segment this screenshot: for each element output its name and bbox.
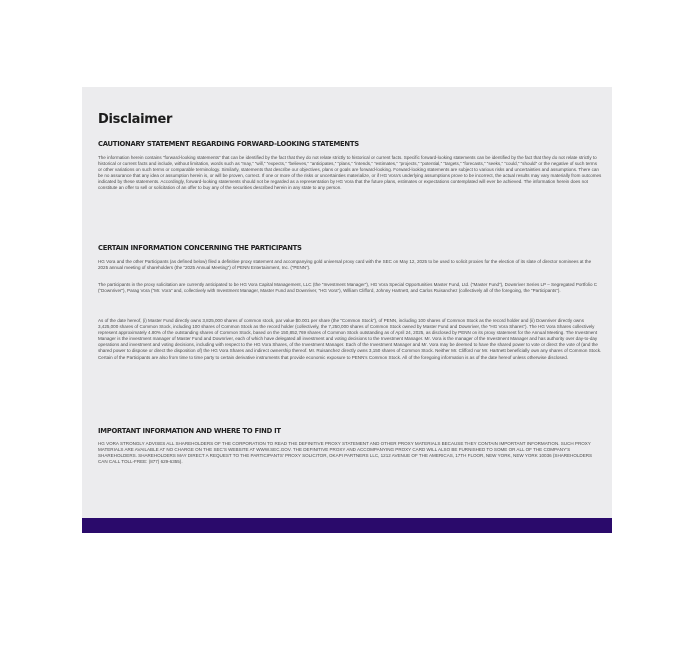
section-paragraph: HG Vora and the other Participants (as defined below) filed a definitive proxy statement and accompanying gold universal proxy card with the SEC on May 12, 2025 to be used to solicit proxies for the election of its slate of director nominees at the 2025 annual meeting of shareholders (the “2025 Annual Meeting”) of PENN Entertainment, Inc. (“PENN”).: [98, 259, 592, 271]
section-heading-participants: CERTAIN INFORMATION CONCERNING THE PARTICIPANTS: [98, 244, 302, 252]
footer-bar: [82, 518, 612, 533]
section-paragraph: HG VORA STRONGLY ADVISES ALL SHAREHOLDERS OF THE CORPORATION TO READ THE DEFINITIVE PROXY STATEMENT AND OTHER PROXY MATERIALS BECAUSE THEY CONTAIN IMPORTANT INFORMATION. SUCH PROXY MATERIALS ARE AVAILABLE AT NO CHARGE ON THE SEC’S WEBSITE AT WWW.SEC.GOV. THE DEFINITIVE PROXY AND ACCOMPANYING PROXY CARD WILL ALSO BE FURNISHED TO SOME OR ALL OF THE COMPANY’S SHAREHOLDERS. SHAREHOLDERS MAY DIRECT A REQUEST TO THE PARTICIPANTS’ PROXY SOLICITOR, OKAPI PARTNERS LLC, 1212 AVENUE OF THE AMERICAS, 17TH FLOOR, NEW YORK, NEW YORK 10036 (SHAREHOLDERS CAN CALL TOLL-FREE: (877) 629-6355).: [98, 441, 593, 465]
section-heading-forward-looking: CAUTIONARY STATEMENT REGARDING FORWARD-LOOKING STATEMENTS: [98, 140, 359, 148]
section-paragraph: As of the date hereof, (i) Master Fund directly owns 3,825,000 shares of common stock, par value $0.001 per share (the “Common Stock”), of PENN, including 100 shares of Common Stock as the record holder and (ii) Downriver directly owns 3,425,000 shares of Common Stock, including 100 shares of Common Stock as the record holder (collectively, the 7,250,000 shares of Common Stock owned by Master Fund and Downriver, the “HG Vora Shares”). The HG Vora Shares collectively represent approximately 4.80% of the outstanding shares of Common Stock, based on the 150,852,769 shares of Common Stock outstanding as of April 24, 2025, as disclosed by PENN on its proxy statement for the Annual Meeting. The Investment Manager is the investment manager of Master Fund and Downriver, each of which have delegated all investment and voting decisions to the Investment Manager. Mr. Vora is the manager of the Investment Manager and has authority over day-to-day operations and investment and voting decisions, including with respect to the HG Vora Shares, of the Investment Manager. Each of the Investment Manager and Mr. Vora may be deemed to have the shared power to vote or direct the vote of (and the shared power to dispose or direct the disposition of) the HG Vora Shares and indirect ownership thereof. Mr. Ruisanchez directly owns 3,150 shares of Common Stock. Neither Mr. Clifford nor Mr. Hartnett beneficially own any shares of Common Stock. Certain of the Participants are also from time to time party to certain derivative instruments that provide economic exposure to PENN’s Common Stock. All of the foregoing information is as of the date hereof unless otherwise disclosed.: [98, 318, 602, 360]
section-paragraph: The participants in the proxy solicitation are currently anticipated to be HG Vora Capital Management, LLC (the “Investment Manager”), HG Vora Special Opportunities Master Fund, Ltd. (“Master Fund”), Downriver Series LP – Segregated Portfolio C (“Downriver”), Parag Vora (“Mr. Vora” and, collectively with Investment Manager, Master Fund and Downriver, “HG Vora”), William Clifford, Johnny Hartnett, and Carlos Ruisanchez (collectively all of the foregoing, the “Participants”).: [98, 282, 598, 294]
disclaimer-slide: [82, 87, 612, 533]
section-heading-important-information: IMPORTANT INFORMATION AND WHERE TO FIND IT: [98, 427, 281, 435]
section-paragraph: The information herein contains “forward-looking statements” that can be identified by the fact that they do not relate strictly to historical or current facts. Specific forward-looking statements can be identified by the fact that they do not relate strictly to historical or current facts and include, without limitation, words such as “may,” “will,” “expects,” “believes,” “anticipates,” “plans,” “intends,” “estimates,” “projects,” “potential,” “targets,” “forecasts,” “seeks,” “could,” “should” or the negative of such terms or other variations on such terms or comparable terminology. Similarly, statements that describe our objectives, plans or goals are forward-looking. Forward-looking statements are subject to various risks and uncertainties and assumptions. There can be no assurance that any idea or assumption herein is, or will be proven, correct. If one or more of the risks or uncertainties materialize, or if HG Vora’s underlying assumptions prove to be incorrect, the actual results may vary materially from outcomes indicated by these statements. Accordingly, forward-looking statements should not be regarded as a representation by HG Vora that the future plans, estimates or expectations contemplated will ever be achieved. The information herein does not constitute an offer to sell or solicitation of an offer to buy any of the securities described herein in any state to any person.: [98, 155, 602, 191]
page-title: Disclaimer: [98, 112, 173, 127]
